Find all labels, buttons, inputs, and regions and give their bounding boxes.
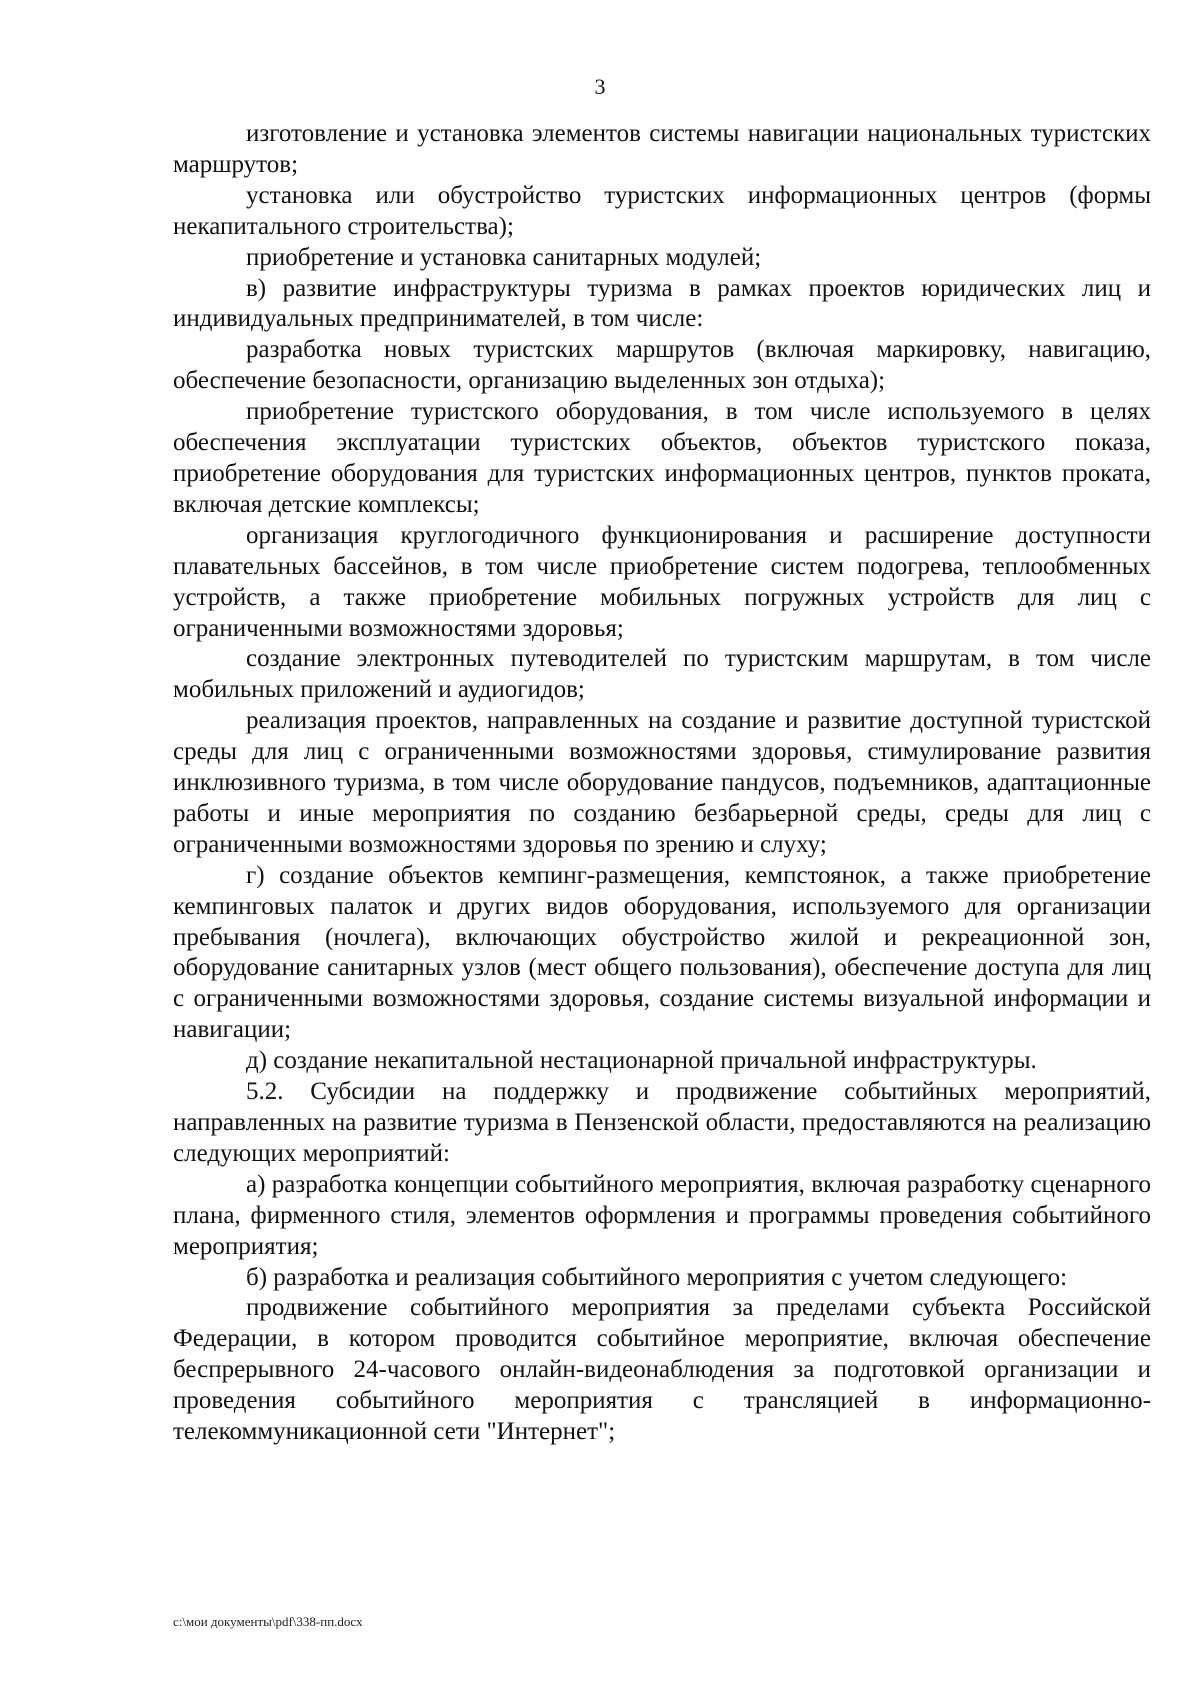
- paragraph: г) создание объектов кемпинг-размещения, кемпстоянок, а также приобретение кемпинговых палаток и других видов оборудования, используемого для организации пребывания (ночлега), включающих обустройство жилой и рекреационной зон, оборудование санитарных узлов (мест общего пользования), обеспечение доступа для лиц с ограниченными возможностями здоровья, создание системы визуальной информации и навигации;: [173, 861, 1151, 1044]
- paragraph: изготовление и установка элементов системы навигации национальных туристских маршрутов;: [173, 120, 1151, 178]
- page-number: 3: [594, 74, 606, 99]
- paragraph: а) разработка концепции событийного мероприятия, включая разработку сценарного плана, фирменного стиля, элементов оформления и программы проведения событийного мероприятия;: [173, 1170, 1151, 1260]
- paragraph: реализация проектов, направленных на создание и развитие доступной туристской среды для лиц с ограниченными возможностями здоровья, стимулирование развития инклюзивного туризма, в том числе оборудование пандусов, подъемников, адаптационные работы и иные мероприятия по созданию безбарьерной среды, среды для лиц с ограниченными возможностями здоровья по зрению и слуху;: [173, 707, 1151, 858]
- footer-file-path: c:\мои документы\pdf\338-пп.docx: [173, 1614, 363, 1629]
- paragraph: приобретение и установка санитарных модулей;: [246, 243, 762, 271]
- paragraph: организация круглогодичного функционирования и расширение доступности плавательных бассейнов, в том числе приобретение систем подогрева, теплообменных устройств, а также приобретение мобильных погружных устройств для лиц с ограниченными возможностями здоровья;: [173, 521, 1151, 642]
- paragraph: продвижение событийного мероприятия за пределами субъекта Российской Федерации, в котором проводится событийное мероприятие, включая обеспечение беспрерывного 24-часового онлайн-видеонаблюдения за подготовкой организации и проведения событийного мероприятия с трансляцией в информационно-телекоммуникационной сети "Интернет";: [173, 1294, 1151, 1446]
- paragraph: установка или обустройство туристских информационных центров (формы некапитального строительства);: [173, 181, 1151, 240]
- paragraph: б) разработка и реализация событийного мероприятия с учетом следующего:: [246, 1263, 1068, 1291]
- document-body: [173, 119, 1151, 1448]
- paragraph: разработка новых туристских маршрутов (включая маркировку, навигацию, обеспечение безопасности, организацию выделенных зон отдыха);: [173, 336, 1151, 395]
- paragraph: приобретение туристского оборудования, в том числе используемого в целях обеспечения эксплуатации туристских объектов, объектов туристского показа, приобретение оборудования для туристских информационных центров, пунктов проката, включая детские комплексы;: [173, 398, 1151, 518]
- paragraph: создание электронных путеводителей по туристским маршрутам, в том числе мобильных приложений и аудиогидов;: [173, 645, 1151, 704]
- paragraph: д) создание некапитальной нестационарной причальной инфраструктуры.: [246, 1047, 1037, 1075]
- paragraph: 5.2. Субсидии на поддержку и продвижение событийных мероприятий, направленных на развитие туризма в Пензенской области, предоставляются на реализацию следующих мероприятий:: [173, 1078, 1151, 1167]
- paragraph: в) развитие инфраструктуры туризма в рамках проектов юридических лиц и индивидуальных предпринимателей, в том числе:: [173, 274, 1151, 333]
